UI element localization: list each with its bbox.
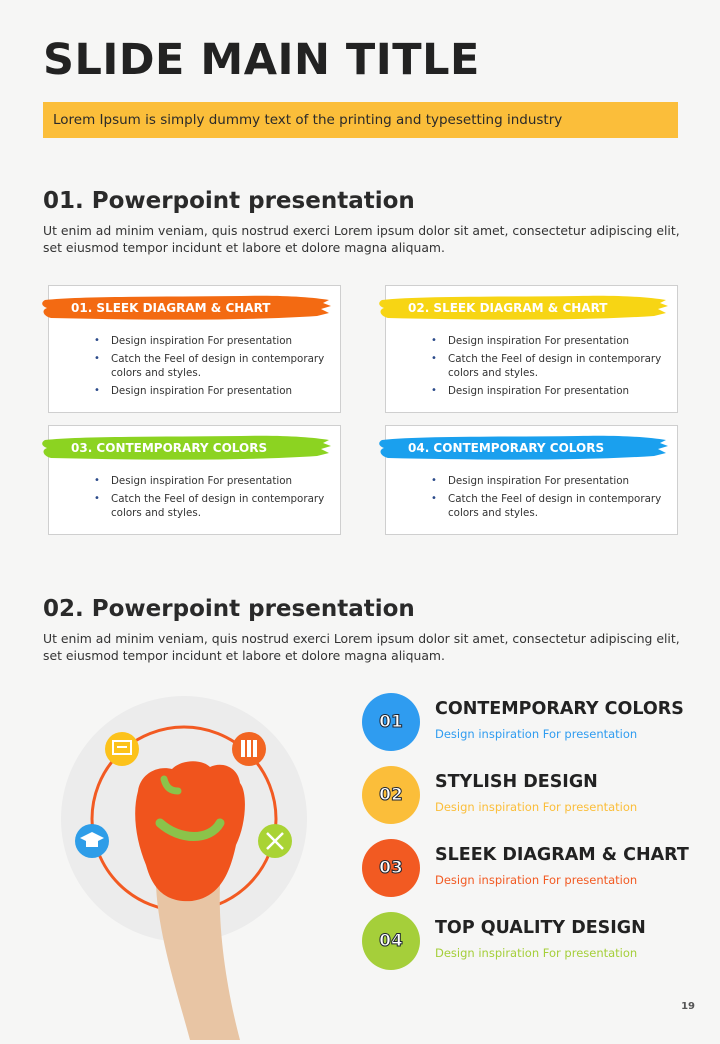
card-bullet-list [431,474,666,524]
card-title: 02. SLEEK DIAGRAM & CHART [408,301,608,315]
number-badge: 04 [362,912,420,970]
card-title: 03. CONTEMPORARY COLORS [71,441,268,455]
bullet-item: • Design inspiration For presentation [431,474,666,488]
bullet-item: • Design inspiration For presentation [431,334,666,348]
feature-card [48,285,341,413]
feature-title: CONTEMPORARY COLORS [435,699,684,719]
presentation-board-icon [105,732,139,766]
page-number: 19 [681,1001,695,1012]
card-bullet-list [94,474,329,524]
bullet-item: • Design inspiration For presentation [431,384,666,398]
bullet-item: • Design inspiration For presentation [94,474,329,488]
brush-stroke-header [41,434,333,462]
feature-card [385,285,678,413]
feature-item [362,912,692,972]
bullet-item: • Catch the Feel of design in contemporary colors and styles. [94,492,329,520]
feature-subtitle: Design inspiration For presentation [435,800,638,814]
books-icon [232,732,266,766]
fist-illustration [60,695,310,1040]
brush-stroke-header [41,294,333,322]
feature-card [385,425,678,535]
section1-heading: 01. Powerpoint presentation [43,188,415,214]
feature-subtitle: Design inspiration For presentation [435,946,638,960]
section2-body: Ut enim ad minim veniam, quis nostrud exerci Lorem ipsum dolor sit amet, consectetur adipiscing elit, set eiusmod tempor incidunt et labore et dolore magna aliquam. [43,631,680,663]
feature-subtitle: Design inspiration For presentation [435,873,638,887]
bullet-item: • Catch the Feel of design in contemporary colors and styles. [94,352,329,380]
card-bullet-list [94,334,329,402]
feature-subtitle: Design inspiration For presentation [435,727,638,741]
feature-title: TOP QUALITY DESIGN [435,918,646,938]
bullet-item: • Catch the Feel of design in contemporary colors and styles. [431,492,666,520]
feature-item [362,839,692,899]
number-badge: 02 [362,766,420,824]
card-title: 01. SLEEK DIAGRAM & CHART [71,301,271,315]
section1-body: Ut enim ad minim veniam, quis nostrud exerci Lorem ipsum dolor sit amet, consectetur adipiscing elit, set eiusmod tempor incidunt et labore et dolore magna aliquam. [43,223,680,255]
subtitle-banner: Lorem Ipsum is simply dummy text of the printing and typesetting industry [43,102,678,138]
graduation-cap-icon [75,824,109,858]
number-badge: 03 [362,839,420,897]
feature-item [362,693,692,753]
feature-title: SLEEK DIAGRAM & CHART [435,845,689,865]
section2-heading: 02. Powerpoint presentation [43,596,415,622]
feature-title: STYLISH DESIGN [435,772,598,792]
card-bullet-list [431,334,666,402]
number-badge: 01 [362,693,420,751]
slide-title: SLIDE MAIN TITLE [43,35,480,85]
bullet-item: • Design inspiration For presentation [94,334,329,348]
brush-stroke-header [378,434,670,462]
bullet-item: • Design inspiration For presentation [94,384,329,398]
feature-item [362,766,692,826]
feature-card [48,425,341,535]
brush-stroke-header [378,294,670,322]
bullet-item: • Catch the Feel of design in contemporary colors and styles. [431,352,666,380]
card-title: 04. CONTEMPORARY COLORS [408,441,605,455]
design-tools-icon [258,824,292,858]
